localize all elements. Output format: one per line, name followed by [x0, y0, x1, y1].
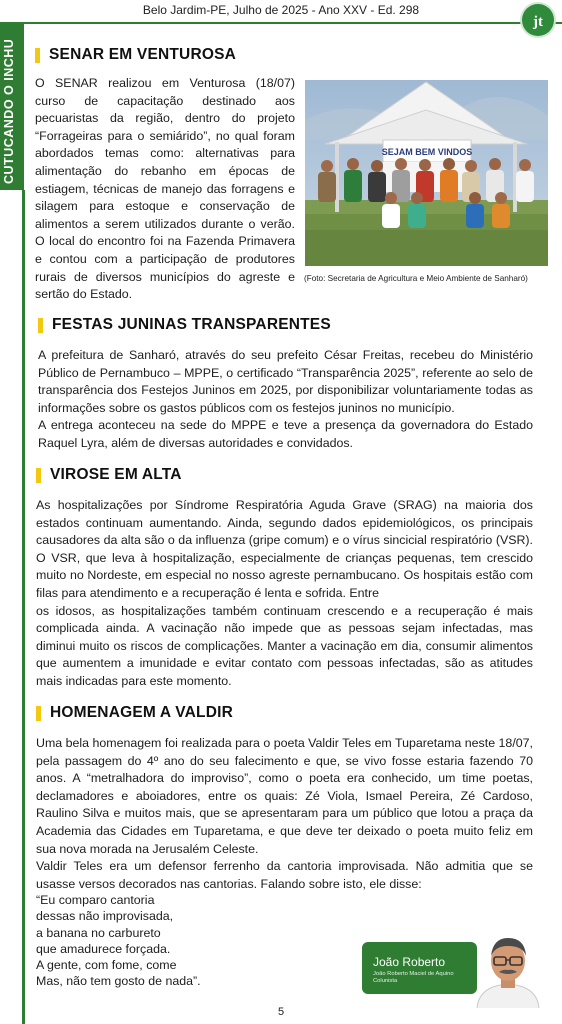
heading-text: HOMENAGEM A VALDIR	[50, 704, 233, 721]
text-line: rurais de diversos municípios do agreste e	[35, 269, 295, 284]
heading-accent	[38, 318, 43, 333]
article-title-senar	[35, 46, 236, 64]
text-line: alimentação do rebanho em épocas de	[35, 163, 295, 178]
author-portrait-icon	[473, 928, 543, 1008]
article-body-homenagem	[36, 735, 533, 893]
text-line: alimentos a serem utilizados durante o verão.	[35, 216, 295, 231]
heading-text: SENAR EM VENTUROSA	[49, 46, 237, 63]
text-line: pecuaristas da região, dentro do projeto	[35, 111, 295, 126]
poem-line: “Eu comparo cantoria	[36, 893, 155, 907]
author-name: João Roberto	[373, 955, 446, 969]
article-body-virose	[36, 497, 533, 691]
paragraph: A prefeitura de Sanharó, através do seu prefeito César Freitas, recebeu do Ministério Público de Pernambuco – MPPE, o certificado “Transparência 2025”, referente ao selo de transparência dos Festejos Juninos em 2025, por disponibilizar voluntariamente todas as informações sobre os gastos públicos com os festejos juninos no município.	[38, 348, 533, 415]
masthead: Belo Jardim-PE, Julho de 2025 - Ano XXV - Ed. 298	[142, 3, 420, 17]
article-title-festas	[38, 316, 331, 334]
text-line: sertão do Estado.	[35, 287, 133, 302]
heading-text: FESTAS JUNINAS TRANSPARENTES	[52, 316, 331, 333]
poem	[36, 892, 201, 990]
jt-logo-icon	[522, 4, 554, 36]
text-line: e contou com a participação de produtores	[35, 251, 295, 266]
text-line: estiagem, técnicas de manejo das forragens e	[35, 181, 295, 196]
text-line: silagem para estoque e conservação de	[35, 199, 295, 214]
heading-accent	[35, 48, 40, 63]
text-line: curso de capacitação destinado aos	[35, 93, 295, 108]
paragraph: Uma bela homenagem foi realizada para o poeta Valdir Teles em Tuparetama neste 18/07, pela passagem do 4º ano do seu falecimento e que, se vivo fosse estaria fazendo 70 anos. A “metralhadora do improviso”, como o poeta era conhecido, um time poetas, declamadores e aboiadores, entre os quais: Zé Viola, Ismael Pereira, Zé Cardoso, Raulino Silva e muitos mais, que se apresentaram para um público que lotou a praça da Academia das Cidades em Tuparetama, e que deve ter deixado o poeta muito feliz em sua nova morada na Jerusalém Celeste.	[36, 736, 533, 856]
article-body-senar	[35, 75, 295, 304]
poem-line: que amadurece forçada.	[36, 941, 171, 956]
newspaper-logo	[522, 4, 554, 36]
event-photo	[305, 80, 548, 266]
logo-lettering: jt	[533, 14, 543, 30]
photo-banner: SEJAM BEM VINDOS	[381, 147, 473, 157]
article-title-virose	[36, 466, 182, 484]
photo-caption: (Foto: Secretaria de Agricultura e Meio Ambiente de Sanharó)	[304, 274, 528, 283]
paragraph: os idosos, as hospitalizações também continuam crescendo e a recuperação é mais complicada ainda. A vacinação não impede que as pessoas sejam infectadas, mas diminui muito os riscos de complicações. Manter a vacinação em dia, consumir alimentos que aumentem a imunidade e evitar contato com pessoas infectadas, são as atitudes mais indicadas para este momento.	[36, 603, 533, 688]
section-tag: CUTUCANDO O INCHU	[2, 38, 16, 184]
article-body-festas	[38, 347, 533, 453]
page-number: 5	[277, 1006, 285, 1018]
text-line: O SENAR realizou em Venturosa (18/07)	[35, 76, 295, 90]
text-line: “Forrageiras para o semiárido”, no qual foram	[35, 128, 295, 143]
poem-line: dessas não improvisada,	[36, 909, 174, 924]
paragraph: A entrega aconteceu na sede do MPPE e teve a presença da governadora do Estado Raquel Lyra, além de diversas autoridades e convidados.	[38, 418, 533, 450]
poem-line: Mas, não tem gosto de nada”.	[36, 974, 201, 989]
paragraph: As hospitalizações por Síndrome Respiratória Aguda Grave (SRAG) na maioria dos estados continuam aumentando. Ainda, segundo dados epidemiológicos, os principais causadores da alta são o da influenza (gripe comum) e o vírus sincicial respiratório (VSR). O VSR, que leva à hospitalização, especialmente de crianças pequenas, tem crescido muito no Nordeste, em especial no nosso agreste pernambucano. Os hospitais estão com filas para atendimento e a recuperação é lenta e sofrida. Entre	[36, 498, 533, 600]
heading-accent	[36, 706, 41, 721]
author-full-name: João Roberto Maciel de Aquino	[373, 971, 454, 977]
side-rule	[22, 190, 25, 1024]
article-title-homenagem	[36, 704, 233, 722]
paragraph: Valdir Teles era um defensor ferrenho da cantoria improvisada. Não admitia que se usasse versos decorados nas cantorias. Falando sobre isto, ele disse:	[36, 859, 533, 891]
group-photo-illustration	[305, 80, 548, 266]
text-line: O local do encontro foi na Fazenda Primavera	[35, 234, 295, 249]
poem-line: a banana no carbureto	[36, 925, 161, 940]
text-line: abordados temas como: alternativas para	[35, 146, 295, 161]
author-role: Colunista	[373, 978, 398, 984]
heading-accent	[36, 468, 41, 483]
heading-text: VIROSE EM ALTA	[50, 466, 182, 483]
poem-line: A gente, com fome, come	[36, 958, 177, 973]
author-avatar	[473, 928, 543, 1008]
